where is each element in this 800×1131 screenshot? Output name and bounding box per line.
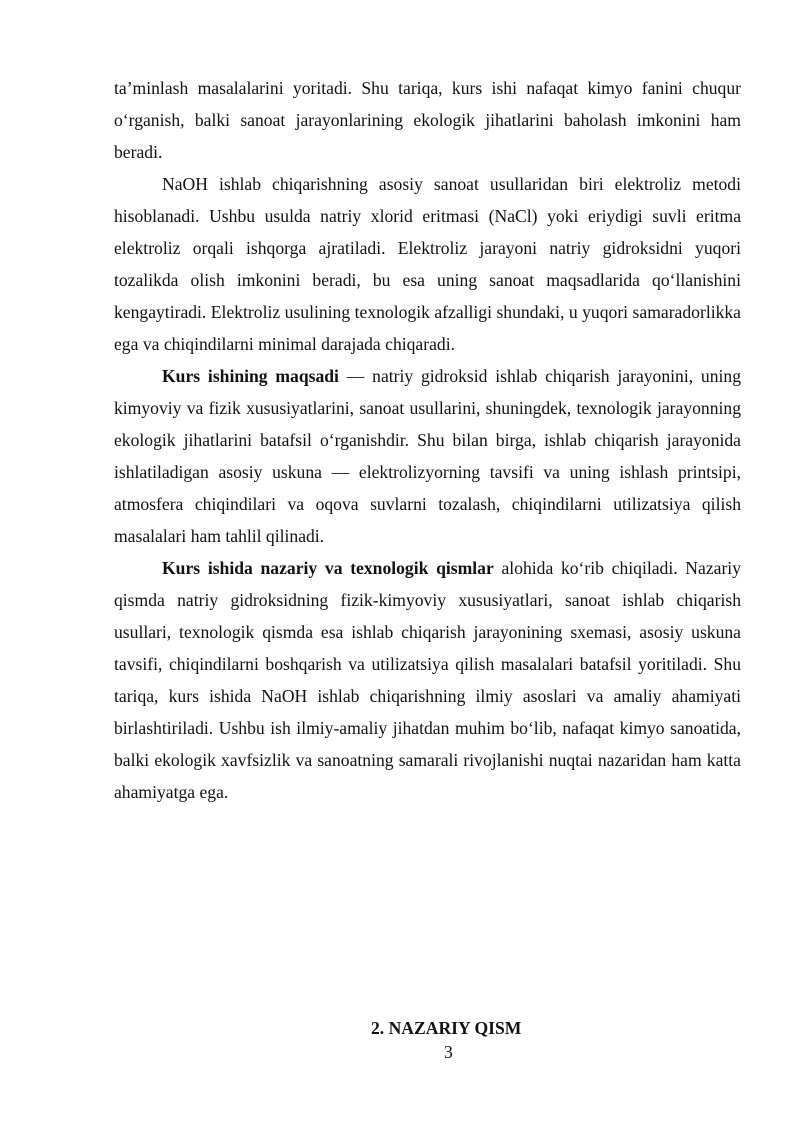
paragraph-text: — natriy gidroksid ishlab chiqarish jarayonini, uning kimyoviy va fizik xususiyatlarini, sanoat usullarini, shuningdek, texnologik jarayonning ekologik jihatlarini batafsil o‘rganishdir. Shu bilan birga, ishlab chiqarish jarayonida ishlatiladigan asosiy uskuna — elektrolizyorning tavsifi va uning ishlash printsipi, atmosfera chiqindilari va oqova suvlarni tozalash, chiqindilarni utilizatsiya qilish masalalari ham tahlil qilinadi.: [114, 366, 741, 546]
paragraph-bold-lead: Kurs ishining maqsadi: [162, 366, 339, 386]
page-number: 3: [444, 1042, 453, 1062]
paragraph-parts: [114, 552, 741, 808]
paragraph-text: alohida ko‘rib chiqiladi. Nazariy qismda natriy gidroksidning fizik-kimyoviy xususiyatlari, sanoat ishlab chiqarish usullari, texnologik qismda esa ishlab chiqarish jarayonining sxemasi, asosiy uskuna tavsifi, chiqindilarni boshqarish va utilizatsiya qilish masalalari batafsil yoritiladi. Shu tariqa, kurs ishida NaOH ishlab chiqarishning ilmiy asoslari va amaliy ahamiyati birlashtiriladi. Ushbu ish ilmiy-amaliy jihatdan muhim bo‘lib, nafaqat kimyo sanoatida, balki ekologik xavfsizlik va sanoatning samarali rivojlanishi nuqtai nazaridan ham katta ahamiyatga ega.: [114, 558, 741, 802]
paragraph-electrolysis: [114, 168, 741, 360]
paragraph-bold-lead: Kurs ishida nazariy va texnologik qismlar: [162, 558, 494, 578]
paragraph-continuation: [114, 72, 741, 168]
paragraph-text: ta’minlash masalalarini yoritadi. Shu tariqa, kurs ishi nafaqat kimyo fanini chuqur o‘rganish, balki sanoat jarayonlarining ekologik jihatlarini baholash imkonini ham beradi.: [114, 78, 741, 162]
section-heading: 2. NAZARIY QISM: [371, 1018, 522, 1038]
body-text: [114, 72, 741, 808]
paragraph-goal: [114, 360, 741, 552]
paragraph-text: NaOH ishlab chiqarishning asosiy sanoat usullaridan biri elektroliz metodi hisoblanadi. Ushbu usulda natriy xlorid eritmasi (NaCl) yoki eriydigi suvli eritma elektroliz orqali ishqorga ajratiladi. Elektroliz jarayoni natriy gidroksidni yuqori tozalikda olish imkonini beradi, bu esa uning sanoat maqsadlarida qo‘llanishini kengaytiradi. Elektroliz usulining texnologik afzalligi shundaki, u yuqori samaradorlikka ega va chiqindilarni minimal darajada chiqaradi.: [114, 174, 741, 354]
